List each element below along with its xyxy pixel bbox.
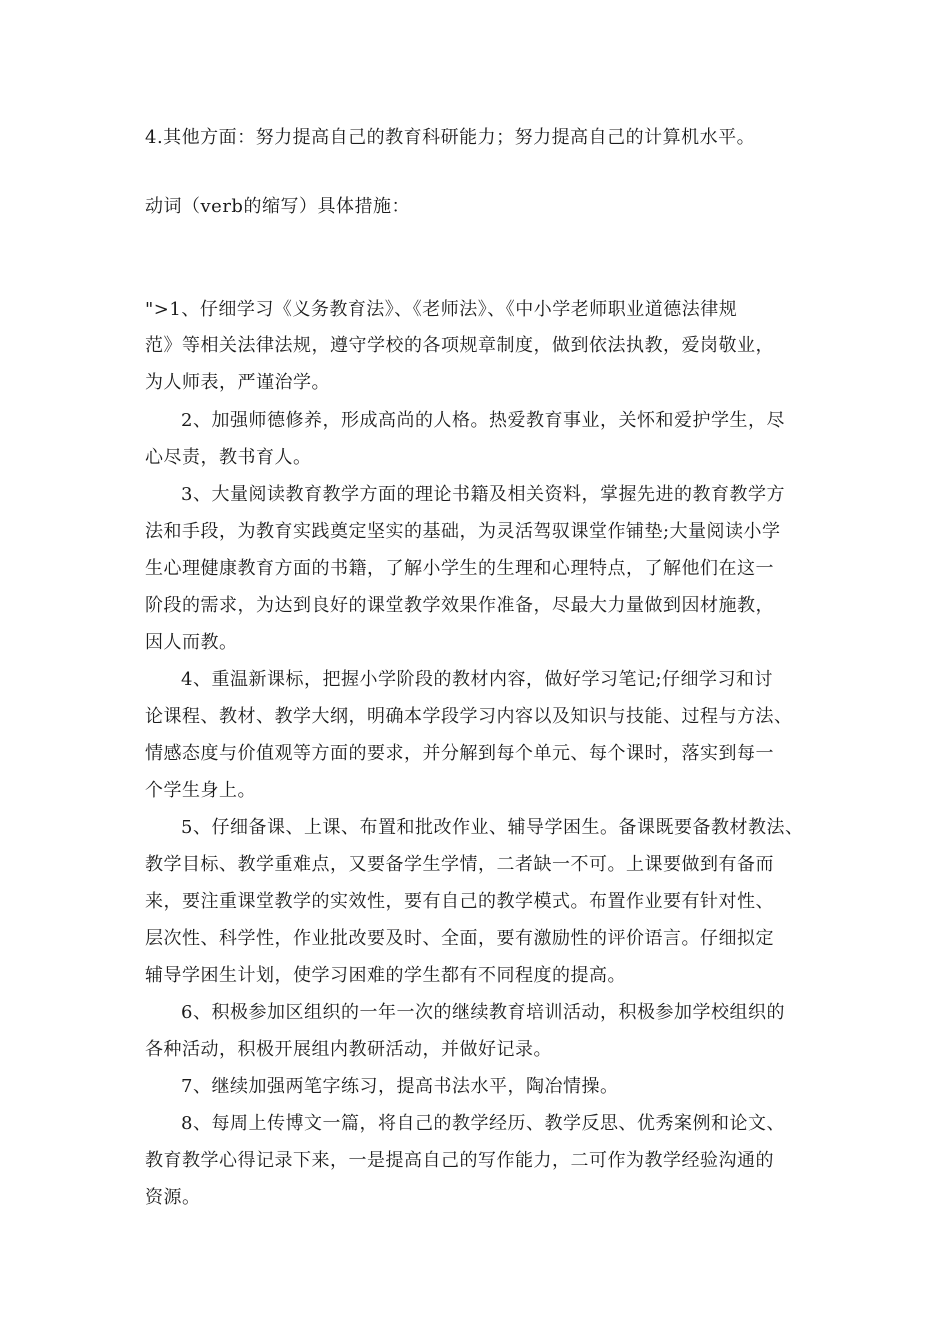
text-line: 2、加强师德修养，形成高尚的人格。热爱教育事业，关怀和爱护学生，尽 <box>181 410 785 431</box>
measures-heading: 动词（verb的缩写）具体措施： <box>145 196 410 217</box>
text-line: 论课程、教材、教学大纲，明确本学段学习内容以及知识与技能、过程与方法、 <box>145 706 793 727</box>
text-line: 生心理健康教育方面的书籍，了解小学生的生理和心理特点，了解他们在这一 <box>145 558 774 579</box>
text-line: 法和手段，为教育实践奠定坚实的基础，为灵活驾驭课堂作铺垫;大量阅读小学 <box>145 521 781 542</box>
text-line: 8、每周上传博文一篇，将自己的教学经历、教学反思、优秀案例和论文、 <box>181 1113 785 1134</box>
text-line: 因人而教。 <box>145 632 238 653</box>
text-line: 教育教学心得记录下来，一是提高自己的写作能力，二可作为教学经验沟通的 <box>145 1150 774 1171</box>
text-line: 阶段的需求，为达到良好的课堂教学效果作准备，尽最大力量做到因材施教， <box>145 595 774 616</box>
text-line: 3、大量阅读教育教学方面的理论书籍及相关资料，掌握先进的教育教学方 <box>181 484 785 505</box>
text-line: 5、仔细备课、上课、布置和批改作业、辅导学困生。备课既要备教材教法、 <box>181 817 804 838</box>
text-line: 为人师表，严谨治学。 <box>145 372 330 393</box>
text-line: 个学生身上。 <box>145 780 256 801</box>
text-line: 心尽责，教书育人。 <box>145 447 312 468</box>
text-line: 辅导学困生计划，使学习困难的学生都有不同程度的提高。 <box>145 965 626 986</box>
text-line: ">1、仔细学习《义务教育法》、《老师法》、《中小学老师职业道德法律规 <box>145 299 738 320</box>
other-aspects-line: 4.其他方面：努力提高自己的教育科研能力；努力提高自己的计算机水平。 <box>145 127 756 148</box>
text-line: 各种活动，积极开展组内教研活动，并做好记录。 <box>145 1039 552 1060</box>
text-line: 4、重温新课标，把握小学阶段的教材内容，做好学习笔记;仔细学习和讨 <box>181 669 774 690</box>
text-line: 情感态度与价值观等方面的要求，并分解到每个单元、每个课时，落实到每一 <box>145 743 774 764</box>
text-line: 6、积极参加区组织的一年一次的继续教育培训活动，积极参加学校组织的 <box>181 1002 785 1023</box>
text-line: 资源。 <box>145 1187 201 1208</box>
text-line: 来，要注重课堂教学的实效性，要有自己的教学模式。布置作业要有针对性、 <box>145 891 774 912</box>
text-line: 层次性、科学性，作业批改要及时、全面，要有激励性的评价语言。仔细拟定 <box>145 928 774 949</box>
text-line: 7、继续加强两笔字练习，提高书法水平，陶冶情操。 <box>181 1076 619 1097</box>
text-line: 范》等相关法律法规，遵守学校的各项规章制度，做到依法执教，爱岗敬业， <box>145 335 774 356</box>
text-line: 教学目标、教学重难点，又要备学生学情，二者缺一不可。上课要做到有备而 <box>145 854 774 875</box>
